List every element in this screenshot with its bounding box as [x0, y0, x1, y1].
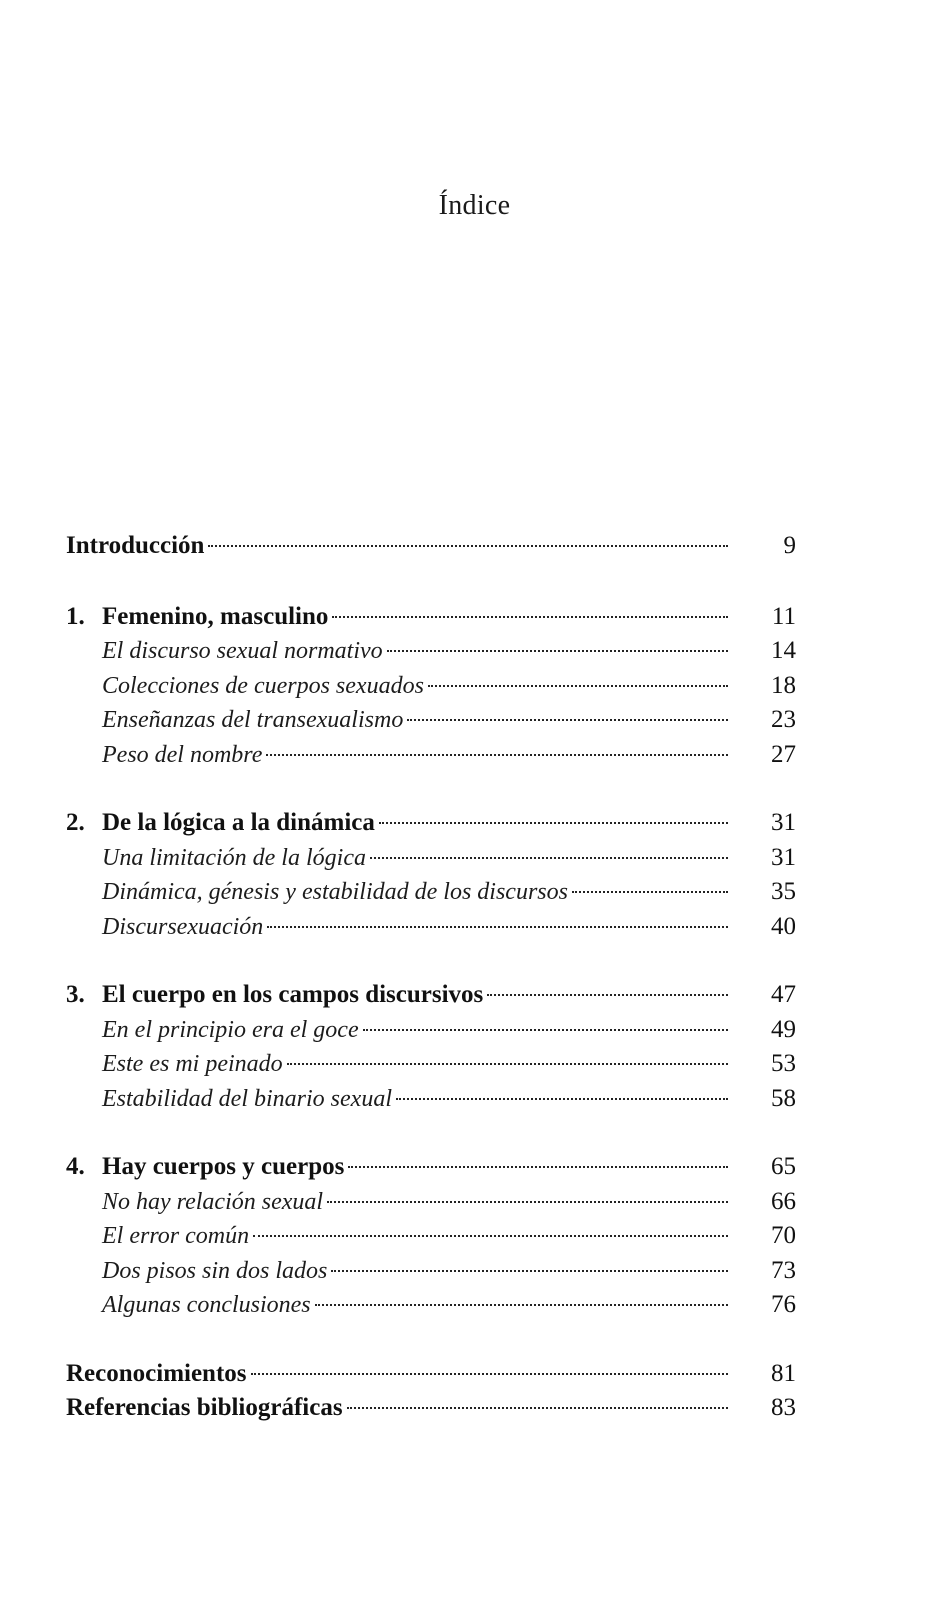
- page-number: 49: [771, 1015, 796, 1043]
- dot-leader: [407, 719, 728, 721]
- toc-section[interactable]: [66, 913, 796, 948]
- toc-section[interactable]: [66, 1016, 796, 1051]
- toc-section[interactable]: [66, 672, 796, 707]
- chapter-number: 4.: [66, 1153, 85, 1180]
- page-number: 58: [771, 1084, 796, 1112]
- chapter-label: El cuerpo en los campos discursivos: [102, 981, 484, 1008]
- toc-section[interactable]: [66, 1050, 796, 1085]
- toc-entry-introduction[interactable]: [66, 532, 796, 567]
- page-number: 9: [783, 532, 796, 559]
- dot-leader: [266, 754, 728, 756]
- section-label: Estabilidad del binario sexual: [102, 1085, 392, 1112]
- dot-leader: [396, 1098, 728, 1100]
- toc-section[interactable]: [66, 706, 796, 741]
- dot-leader: [331, 1270, 728, 1272]
- page-number: 65: [771, 1153, 796, 1180]
- section-label: En el principio era el goce: [102, 1016, 359, 1043]
- toc-chapter-4[interactable]: [66, 1153, 796, 1188]
- dot-leader: [347, 1407, 728, 1409]
- dot-leader: [487, 994, 728, 996]
- toc-section[interactable]: [66, 637, 796, 672]
- section-label: Algunas conclusiones: [102, 1292, 311, 1318]
- section-label: Dinámica, génesis y estabilidad de los discursos: [102, 879, 568, 905]
- page-number: 11: [771, 602, 796, 630]
- chapter-number: 2.: [66, 809, 85, 836]
- page-number: 31: [771, 843, 796, 871]
- toc-section[interactable]: [66, 844, 796, 879]
- page-number: 27: [771, 740, 796, 768]
- dot-leader: [253, 1235, 728, 1237]
- dot-leader: [363, 1029, 728, 1031]
- toc-chapter-2[interactable]: [66, 809, 796, 844]
- section-label: No hay relación sexual: [102, 1188, 324, 1215]
- toc-section[interactable]: [66, 1188, 796, 1223]
- dot-leader: [208, 545, 728, 547]
- page-number: 76: [771, 1291, 796, 1318]
- dot-leader: [428, 685, 728, 687]
- dot-leader: [267, 926, 728, 928]
- entry-label: Reconocimientos: [66, 1359, 247, 1387]
- page-title: Índice: [438, 190, 511, 221]
- page-number: 73: [771, 1256, 796, 1284]
- page-number: 53: [771, 1050, 796, 1077]
- page-number: 81: [771, 1359, 796, 1387]
- section-label: Colecciones de cuerpos sexuados: [102, 672, 424, 699]
- page-number: 40: [771, 912, 796, 940]
- page-number: 31: [771, 809, 796, 836]
- dot-leader: [387, 650, 728, 652]
- section-label: El error común: [102, 1223, 250, 1249]
- toc-section[interactable]: [66, 1222, 796, 1257]
- dot-leader: [315, 1304, 728, 1306]
- page-number: 35: [771, 878, 796, 905]
- toc-section[interactable]: [66, 878, 796, 913]
- chapter-number: 3.: [66, 981, 85, 1008]
- section-label: Este es mi peinado: [102, 1051, 283, 1077]
- toc-section[interactable]: [66, 1291, 796, 1326]
- toc-chapter-1[interactable]: [66, 603, 796, 638]
- page-number: 83: [771, 1394, 796, 1421]
- entry-label: Introducción: [66, 532, 205, 559]
- toc-entry-references[interactable]: [66, 1394, 796, 1429]
- dot-leader: [572, 891, 728, 893]
- section-label: Discursexuación: [102, 913, 264, 940]
- toc-section[interactable]: [66, 741, 796, 776]
- section-label: Enseñanzas del transexualismo: [102, 707, 404, 733]
- page-number: 66: [771, 1187, 796, 1215]
- page-number: 47: [771, 981, 796, 1008]
- page-number: 14: [771, 637, 796, 664]
- dot-leader: [287, 1063, 728, 1065]
- dot-leader: [379, 822, 728, 824]
- dot-leader: [327, 1201, 728, 1203]
- entry-label: Referencias bibliográficas: [66, 1394, 343, 1421]
- section-label: Peso del nombre: [102, 741, 263, 768]
- chapter-label: Hay cuerpos y cuerpos: [102, 1153, 345, 1180]
- section-label: Una limitación de la lógica: [102, 844, 366, 871]
- page-number: 23: [771, 706, 796, 733]
- page-number: 70: [771, 1222, 796, 1249]
- section-label: Dos pisos sin dos lados: [102, 1257, 328, 1284]
- toc-section[interactable]: [66, 1085, 796, 1120]
- dot-leader: [332, 616, 728, 618]
- table-of-contents: [66, 532, 796, 1429]
- page-number: 18: [771, 671, 796, 699]
- section-label: El discurso sexual normativo: [102, 638, 383, 664]
- dot-leader: [370, 857, 728, 859]
- toc-chapter-3[interactable]: [66, 981, 796, 1016]
- chapter-label: Femenino, masculino: [102, 602, 329, 630]
- dot-leader: [348, 1166, 728, 1168]
- chapter-label: De la lógica a la dinámica: [102, 809, 375, 836]
- toc-section[interactable]: [66, 1257, 796, 1292]
- chapter-number: 1.: [66, 602, 85, 630]
- dot-leader: [251, 1373, 728, 1375]
- toc-entry-acknowledgements[interactable]: [66, 1360, 796, 1395]
